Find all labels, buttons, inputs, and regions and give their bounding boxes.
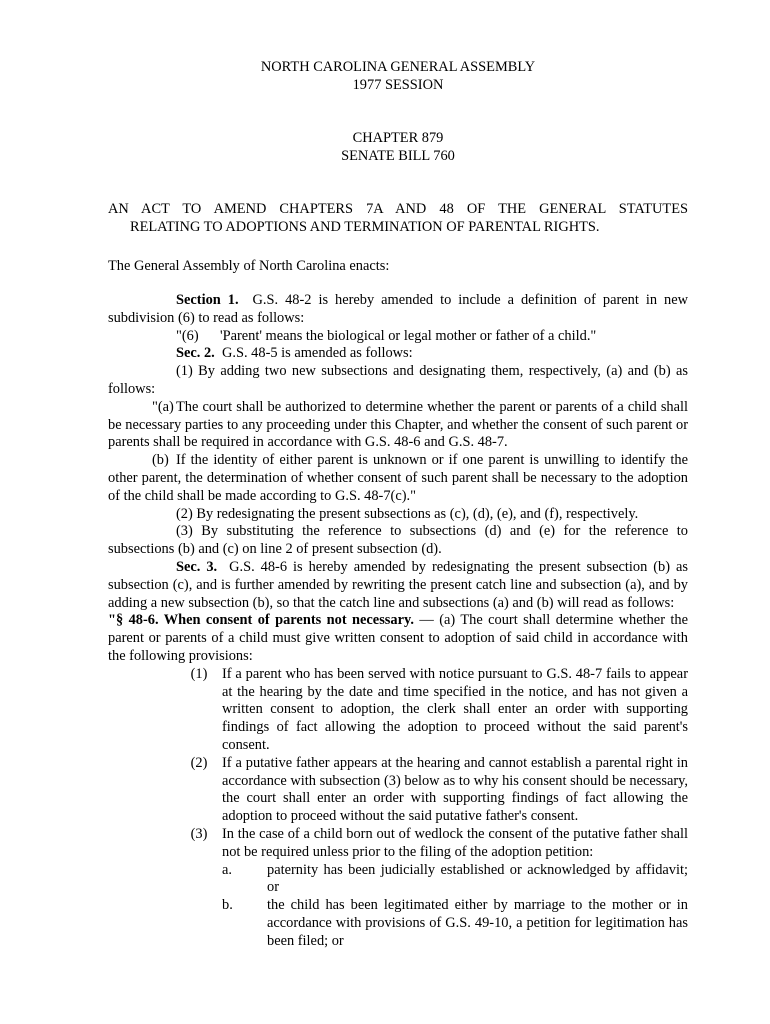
act-title-line-1: AN ACT TO AMEND CHAPTERS 7A AND 48 OF THE GENERAL STATUTES — [108, 201, 688, 217]
subprovision-b — [108, 897, 688, 950]
provision-number: (3) — [190, 825, 208, 842]
provision-text: If a parent who has been served with notice pursuant to G.S. 48-7 fails to appear at the hearing by the date and time specified in the notice, and has not given a written consent to adoption, the clerk shall enter an order with supporting findings of fact allowing the adoption to proceed without the said parent's consent. — [222, 665, 688, 753]
subsection-b-label: (b) — [152, 452, 169, 469]
subsection-b — [108, 452, 688, 505]
subprovision-a — [108, 862, 688, 898]
section-2-item-2: (2) By redesignating the present subsections as (c), (d), (e), and (f), respectively. — [176, 505, 639, 522]
provision-number: (2) — [190, 754, 208, 771]
act-title-line-2: RELATING TO ADOPTIONS AND TERMINATION OF PARENTAL RIGHTS. — [130, 218, 600, 235]
subsection-a-label: "(a) — [152, 398, 174, 415]
section-1-label: Section 1. — [176, 292, 239, 308]
subprovision-letter: a. — [222, 861, 232, 878]
definition-text: 'Parent' means the biological or legal mother or father of a child." — [220, 327, 597, 344]
provision-1 — [108, 666, 688, 755]
catch-line: "§ 48-6. When consent of parents not necessary. — [108, 612, 414, 629]
provision-3 — [108, 826, 688, 862]
catch-line-paragraph — [108, 612, 688, 665]
subsection-a-text: The court shall be authorized to determine whether the parent or parents of a child shall be necessary parties to any proceeding under this Chapter, and whether the consent of such parent or parents shall be required in accordance with G.S. 48-6 and G.S. 48-7. — [108, 398, 688, 451]
subprovision-text: the child has been legitimated either by marriage to the mother or in accordance with provisions of G.S. 49-10, a petition for legitimation has been filed; or — [267, 897, 688, 949]
provision-number: (1) — [190, 665, 208, 682]
catch-line-text: — (a) The court shall determine whether the parent or parents of a child must give written consent to adoption of said child in accordance with the following provisions: — [108, 612, 688, 664]
provision-text: In the case of a child born out of wedlock the consent of the putative father shall not be required unless prior to the filing of the adoption petition: — [222, 825, 688, 860]
subsection-a — [108, 399, 688, 452]
bill-number: SENATE BILL 760 — [341, 147, 455, 164]
subprovision-text: paternity has been judicially established or acknowledged by affidavit; or — [267, 861, 688, 896]
section-1 — [108, 292, 688, 328]
enacting-clause: The General Assembly of North Carolina enacts: — [108, 258, 390, 274]
act-body — [108, 292, 688, 950]
section-2-label: Sec. 2. — [176, 345, 215, 362]
provision-2 — [108, 755, 688, 826]
session-name: 1977 SESSION — [352, 76, 444, 93]
chapter-number: CHAPTER 879 — [352, 130, 444, 146]
subprovision-letter: b. — [222, 897, 233, 914]
section-2-item-3: (3) By substituting the reference to subsections (d) and (e) for the reference to subsections (b) and (c) on line 2 of present subsection (d). — [108, 523, 688, 558]
section-1-definition — [108, 328, 688, 346]
section-3-label: Sec. 3. — [176, 558, 218, 575]
chapter-header — [108, 130, 688, 166]
section-2-item-1: (1) By adding two new subsections and designating them, respectively, (a) and (b) as follows: — [108, 363, 688, 397]
section-2-text: G.S. 48-5 is amended as follows: — [221, 345, 413, 362]
assembly-header — [108, 59, 688, 95]
act-title — [108, 201, 688, 237]
subsection-b-text: If the identity of either parent is unknown or if one parent is unwilling to identify the other parent, the determination of whether consent of such parent shall be necessary to the adoption of the child shall be made according to G.S. 48-7(c)." — [108, 452, 688, 504]
section-1-text: G.S. 48-2 is hereby amended to include a definition of parent in new subdivision (6) to read as follows: — [108, 292, 688, 326]
assembly-name: NORTH CAROLINA GENERAL ASSEMBLY — [260, 59, 536, 75]
provision-text: If a putative father appears at the hearing and cannot establish a parental right in accordance with subsection (3) below as to why his consent should be necessary, the court shall enter an order with supporting findings of fact allowing the adoption to proceed without the said putative father's consent. — [222, 754, 688, 825]
definition-number: "(6) — [176, 327, 199, 344]
section-3 — [108, 559, 688, 612]
section-2 — [108, 345, 688, 363]
section-3-text: G.S. 48-6 is hereby amended by redesignating the present subsection (b) as subsection (c), and is further amended by rewriting the present catch line and subsection (a), and by adding a new subsection (b), so that the catch line and subsections (a) and (b) will read as follows: — [108, 558, 688, 611]
